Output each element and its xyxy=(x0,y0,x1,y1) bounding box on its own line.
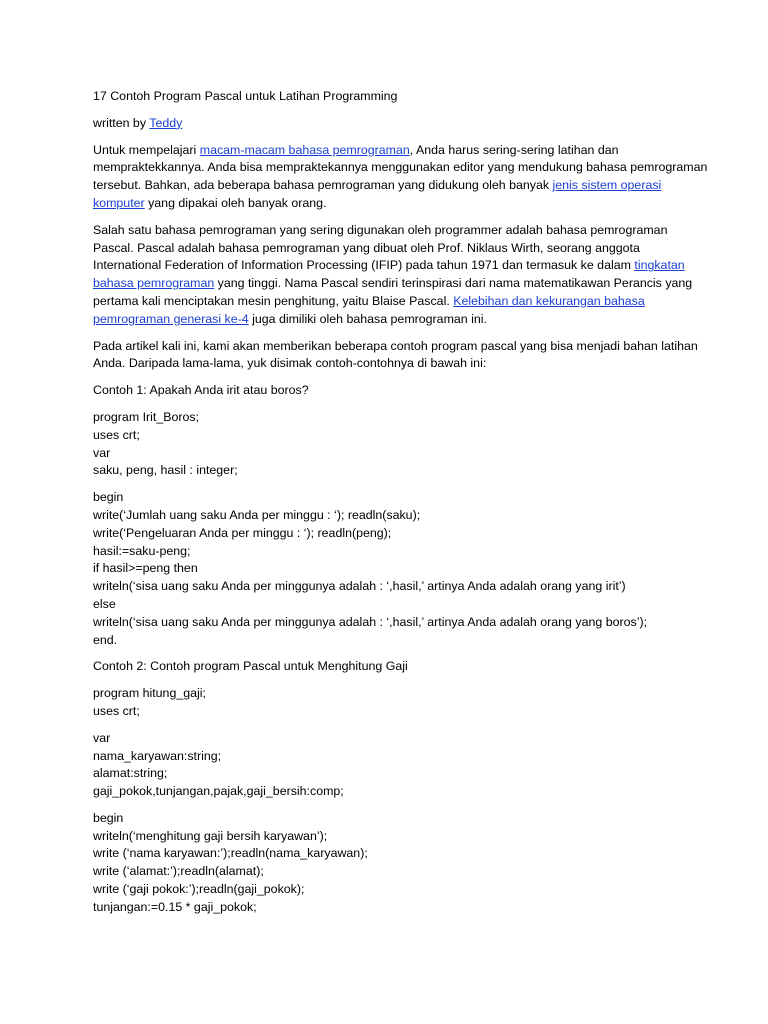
code-line: end. xyxy=(93,632,118,647)
p1-text-b: , Anda harus sering-sering latihan dan mempraktekkannya. Anda bisa mempraktekannya menggunakan editor yang mendukung bahasa pemrograman tersebut. Bahkan, ada beberapa bahasa pemrograman yang didukung oleh banyak xyxy=(93,142,708,193)
example-2-header xyxy=(93,685,708,721)
example-1-heading: Contoh 1: Apakah Anda irit atau boros? xyxy=(93,383,309,398)
code-line: write(‘Pengeluaran Anda per minggu : ‘); readln(peng); xyxy=(93,525,392,540)
p2-text-b: yang tinggi. Nama Pascal sendiri terinspirasi dari nama matematikawan Perancis yang pertama kali menciptakan mesin penghitung, yaitu Blaise Pascal. xyxy=(93,276,693,308)
code-line: begin xyxy=(93,490,124,505)
code-line: writeln(‘sisa uang saku Anda per minggunya adalah : ‘,hasil,’ artinya Anda adalah orang yang boros’); xyxy=(93,614,648,629)
code-line: writeln(‘menghitung gaji bersih karyawan’); xyxy=(93,828,328,843)
example-2-body xyxy=(93,810,708,917)
code-line: tunjangan:=0.15 * gaji_pokok; xyxy=(93,899,257,914)
code-line: write (‘alamat:’);readln(alamat); xyxy=(93,864,264,879)
code-line: saku, peng, hasil : integer; xyxy=(93,463,238,478)
intro-paragraph-1 xyxy=(93,142,708,213)
code-line: program hitung_gaji; xyxy=(93,686,206,701)
code-line: program Irit_Boros; xyxy=(93,409,200,424)
byline xyxy=(93,115,708,133)
code-line: write (‘nama karyawan:’);readln(nama_karyawan); xyxy=(93,846,368,861)
code-line: write(‘Jumlah uang saku Anda per minggu : ‘); readln(saku); xyxy=(93,507,421,522)
link-jenis-sistem-operasi[interactable]: jenis sistem operasi komputer xyxy=(93,178,662,210)
code-line: var xyxy=(93,730,111,745)
code-line: alamat:string; xyxy=(93,766,168,781)
byline-prefix: written by xyxy=(93,115,150,130)
code-line: if hasil>=peng then xyxy=(93,561,198,576)
p2-text-c: juga dimiliki oleh bahasa pemrograman ini. xyxy=(248,311,487,326)
code-line: else xyxy=(93,596,116,611)
link-tingkatan-bahasa[interactable]: tingkatan bahasa pemrograman xyxy=(93,258,685,291)
code-line: write (‘gaji pokok:’);readln(gaji_pokok); xyxy=(93,882,305,897)
link-kelebihan-kekurangan[interactable]: Kelebihan dan kekurangan bahasa pemrograman generasi ke-4 xyxy=(93,293,645,326)
article-title: 17 Contoh Program Pascal untuk Latihan Programming xyxy=(93,89,398,103)
link-macam-macam-bahasa[interactable]: macam-macam bahasa pemrograman xyxy=(199,142,410,157)
example-2-heading: Contoh 2: Contoh program Pascal untuk Menghitung Gaji xyxy=(93,659,408,674)
example-1-declarations xyxy=(93,409,708,480)
code-line: gaji_pokok,tunjangan,pajak,gaji_bersih:comp; xyxy=(93,784,344,799)
code-line: begin xyxy=(93,810,124,825)
intro-paragraph-3: Pada artikel kali ini, kami akan memberikan beberapa contoh program pascal yang bisa menjadi bahan latihan Anda. Daripada lama-lama, yuk disimak contoh-contohnya di bawah ini: xyxy=(93,338,698,371)
code-line: uses crt; xyxy=(93,427,140,442)
p2-text-a: Salah satu bahasa pemrograman yang sering digunakan oleh programmer adalah bahasa pemrograman Pascal. Pascal adalah bahasa pemrograman yang dibuat oleh Prof. Niklaus Wirth, seorang anggota International Federation of Information Processing (IFIP) pada tahun 1971 dan termasuk ke dalam xyxy=(93,222,668,273)
code-line: nama_karyawan:string; xyxy=(93,748,222,763)
intro-paragraph-2 xyxy=(93,222,708,329)
code-line: uses crt; xyxy=(93,703,140,718)
code-line: var xyxy=(93,445,111,460)
p1-text-a: Untuk mempelajari xyxy=(93,142,200,157)
code-line: hasil:=saku-peng; xyxy=(93,543,191,558)
p1-text-c: yang dipakai oleh banyak orang. xyxy=(144,195,327,210)
code-line: writeln(‘sisa uang saku Anda per minggunya adalah : ‘,hasil,’ artinya Anda adalah orang yang irit’) xyxy=(93,579,626,594)
author-link[interactable]: Teddy xyxy=(149,115,183,130)
example-1-body xyxy=(93,489,708,649)
example-2-declarations xyxy=(93,730,708,801)
